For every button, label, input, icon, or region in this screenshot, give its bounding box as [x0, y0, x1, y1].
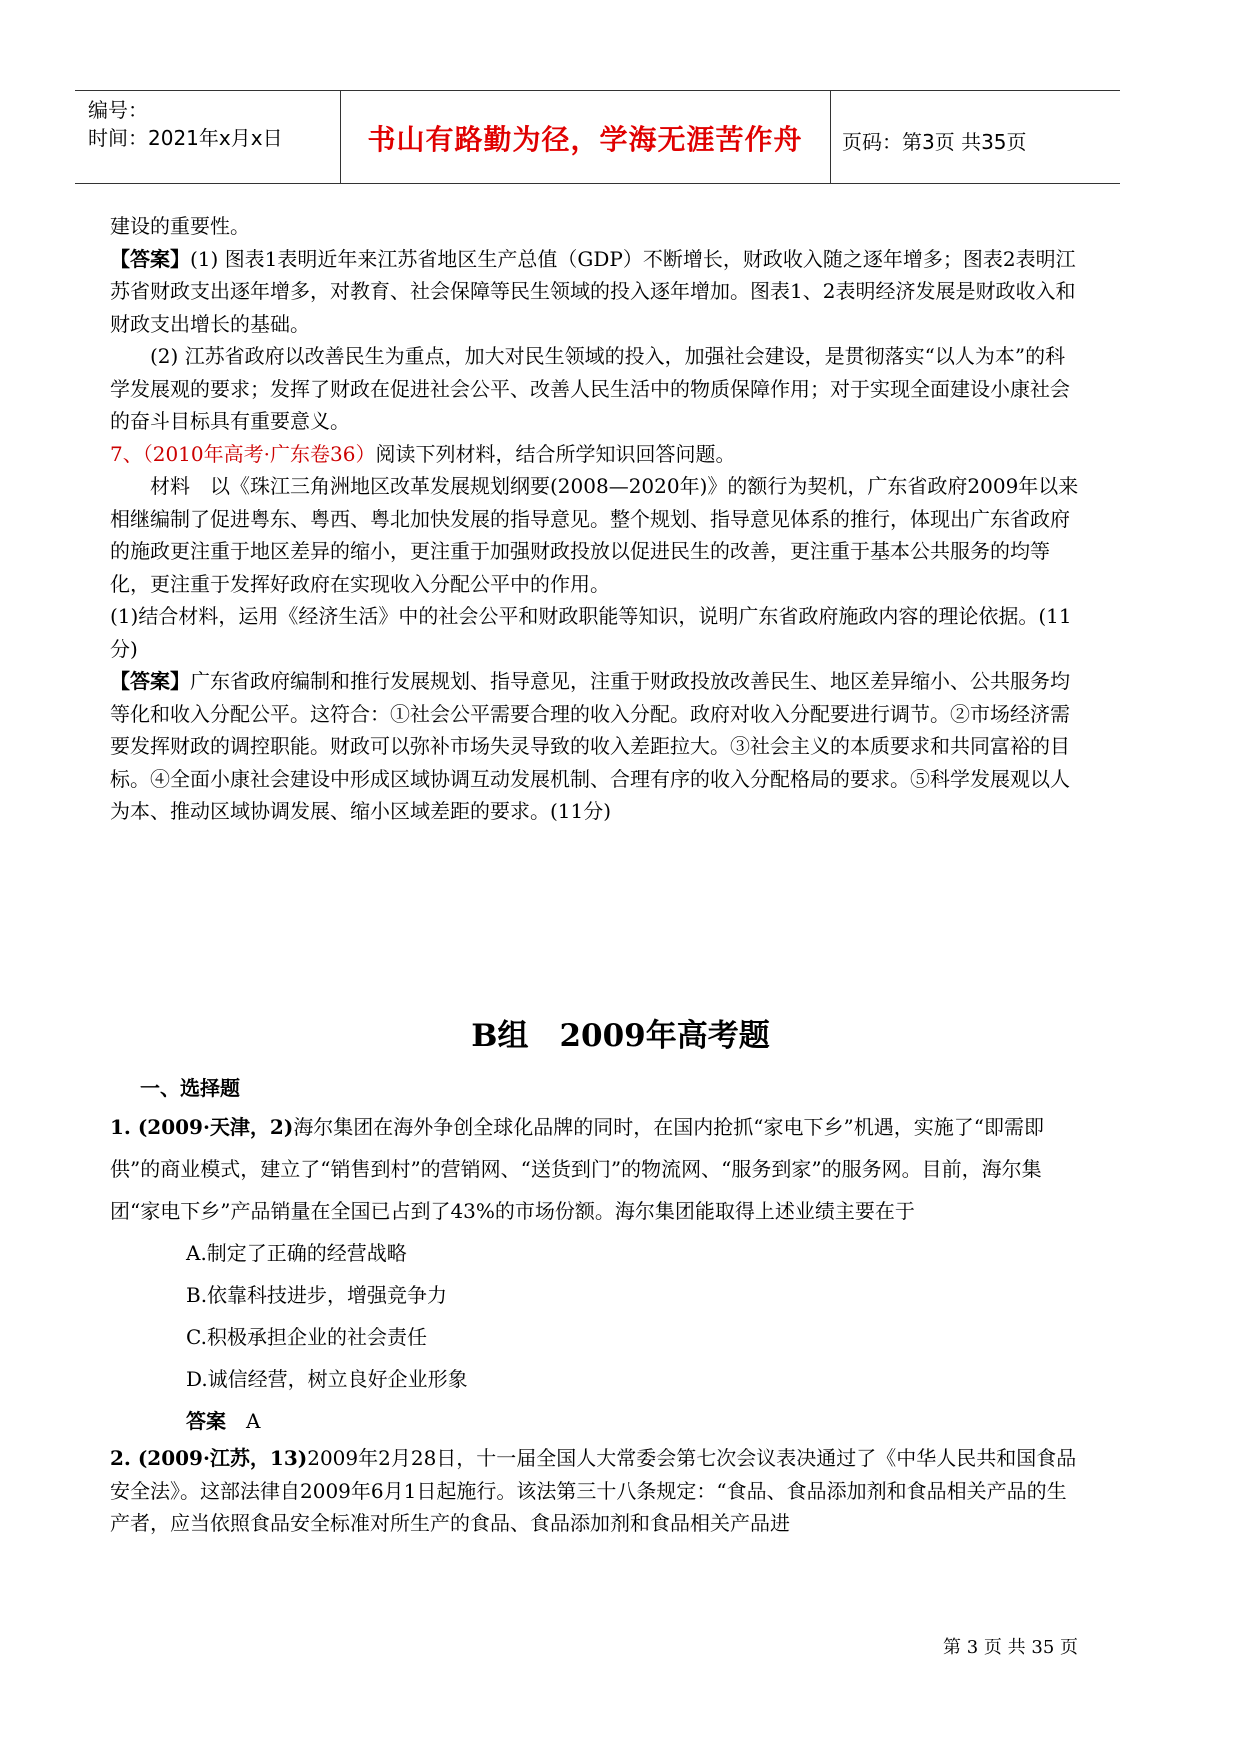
continuation-line: 建设的重要性。	[110, 214, 250, 238]
question-1	[110, 1106, 1084, 1232]
q7-material: 材料 以《珠江三角洲地区改革发展规划纲要(2008—2020年)》的额行为契机，广东省政府2009年以来相继编制了促进粤东、粤西、粤北加快发展的指导意见。整个规划、指导意见体系的推行，体现出广东省政府的施政更注重于地区差异的缩小，更注重于加强财政投放以促进民生的改善，更注重于基本公共服务的均等化，更注重于发挥好政府在实现收入分配公平中的作用。	[110, 474, 1079, 596]
section-b-heading: B组 2009年高考题	[471, 1018, 770, 1054]
header-top-rule	[75, 90, 1120, 91]
answer-tag: 【答案】	[110, 246, 190, 271]
answer-text-1: (1) 图表1表明近年来江苏省地区生产总值（GDP）不断增长，财政收入随之逐年增多；图表2表明江苏省财政支出逐年增多，对教育、社会保障等民生领域的投入逐年增加。图表1、2表明经济发展是财政收入和财政支出增长的基础。	[110, 246, 1076, 336]
header-number-label: 编号：	[88, 98, 148, 122]
header-bottom-rule	[75, 183, 1120, 184]
section-subheading: 一、选择题	[140, 1076, 240, 1100]
header-divider-right	[830, 90, 831, 183]
q1-answer	[110, 1400, 1084, 1442]
q1-option-b: B.依靠科技进步，增强竞争力	[186, 1283, 448, 1307]
footer-page-number: 第 3 页 共 35 页	[943, 1637, 1078, 1658]
header-time-label: 时间：2021年x月x日	[88, 126, 283, 150]
header-motto: 书山有路勤为径，学海无涯苦作舟	[367, 123, 803, 156]
header-page-label: 页码：第3页 共35页	[842, 130, 1027, 154]
q7-prompt: 阅读下列材料，结合所学知识回答问题。	[375, 441, 736, 466]
q1-option-d: D.诚信经营，树立良好企业形象	[186, 1367, 468, 1391]
q1-text: 海尔集团在海外争创全球化品牌的同时，在国内抢抓“家电下乡”机遇，实施了“即需即供”的商业模式，建立了“销售到村”的营销网、“送货到门”的物流网、“服务到家”的服务网。目前，海尔集团“家电下乡”产品销量在全国已占到了43%的市场份额。海尔集团能取得上述业绩主要在于	[110, 1115, 1044, 1223]
section-b-content	[110, 1106, 1084, 1540]
q1-option-c: C.积极承担企业的社会责任	[186, 1325, 427, 1349]
q7-question: (1)结合材料，运用《经济生活》中的社会公平和财政职能等知识，说明广东省政府施政内容的理论依据。(11分)	[110, 604, 1072, 661]
q7-source: （2010年高考·广东卷36）	[142, 441, 376, 466]
q1-answer-label: 答案	[186, 1409, 226, 1433]
q1-answer-value: A	[246, 1409, 261, 1433]
q7-number: 7、	[110, 441, 143, 466]
question-7-header	[110, 438, 1084, 471]
q1-source: 1. (2009·天津，2)	[110, 1115, 294, 1139]
q1-option-a: A.制定了正确的经营战略	[186, 1241, 407, 1265]
answer-paragraph-1	[110, 243, 1084, 341]
answer-paragraph-2: (2) 江苏省政府以改善民生为重点，加大对民生领域的投入，加强社会建设，是贯彻落实“以人为本”的科学发展观的要求；发挥了财政在促进社会公平、改善人民生活中的物质保障作用；对于实现全面建设小康社会的奋斗目标具有重要意义。	[110, 344, 1070, 433]
upper-content	[110, 210, 1084, 828]
q7-answer-text: 广东省政府编制和推行发展规划、指导意见，注重于财政投放改善民生、地区差异缩小、公共服务均等化和收入分配公平。这符合：①社会公平需要合理的收入分配。政府对收入分配要进行调节。②市场经济需要发挥财政的调控职能。财政可以弥补市场失灵导致的收入差距拉大。③社会主义的本质要求和共同富裕的目标。④全面小康社会建设中形成区域协调互动发展机制、合理有序的收入分配格局的要求。⑤科学发展观以人为本、推动区域协调发展、缩小区域差距的要求。(11分)	[110, 669, 1070, 823]
q7-answer-tag: 【答案】	[110, 669, 190, 693]
q2-text: 2009年2月28日，十一届全国人大常委会第七次会议表决通过了《中华人民共和国食品安全法》。这部法律自2009年6月1日起施行。该法第三十八条规定：“食品、食品添加剂和食品相关产品的生产者，应当依照食品安全标准对所生产的食品、食品添加剂和食品相关产品进	[110, 1446, 1077, 1535]
q2-source: 2. (2009·江苏，13)	[110, 1446, 308, 1470]
question-2	[110, 1442, 1084, 1540]
q7-answer	[110, 665, 1084, 828]
